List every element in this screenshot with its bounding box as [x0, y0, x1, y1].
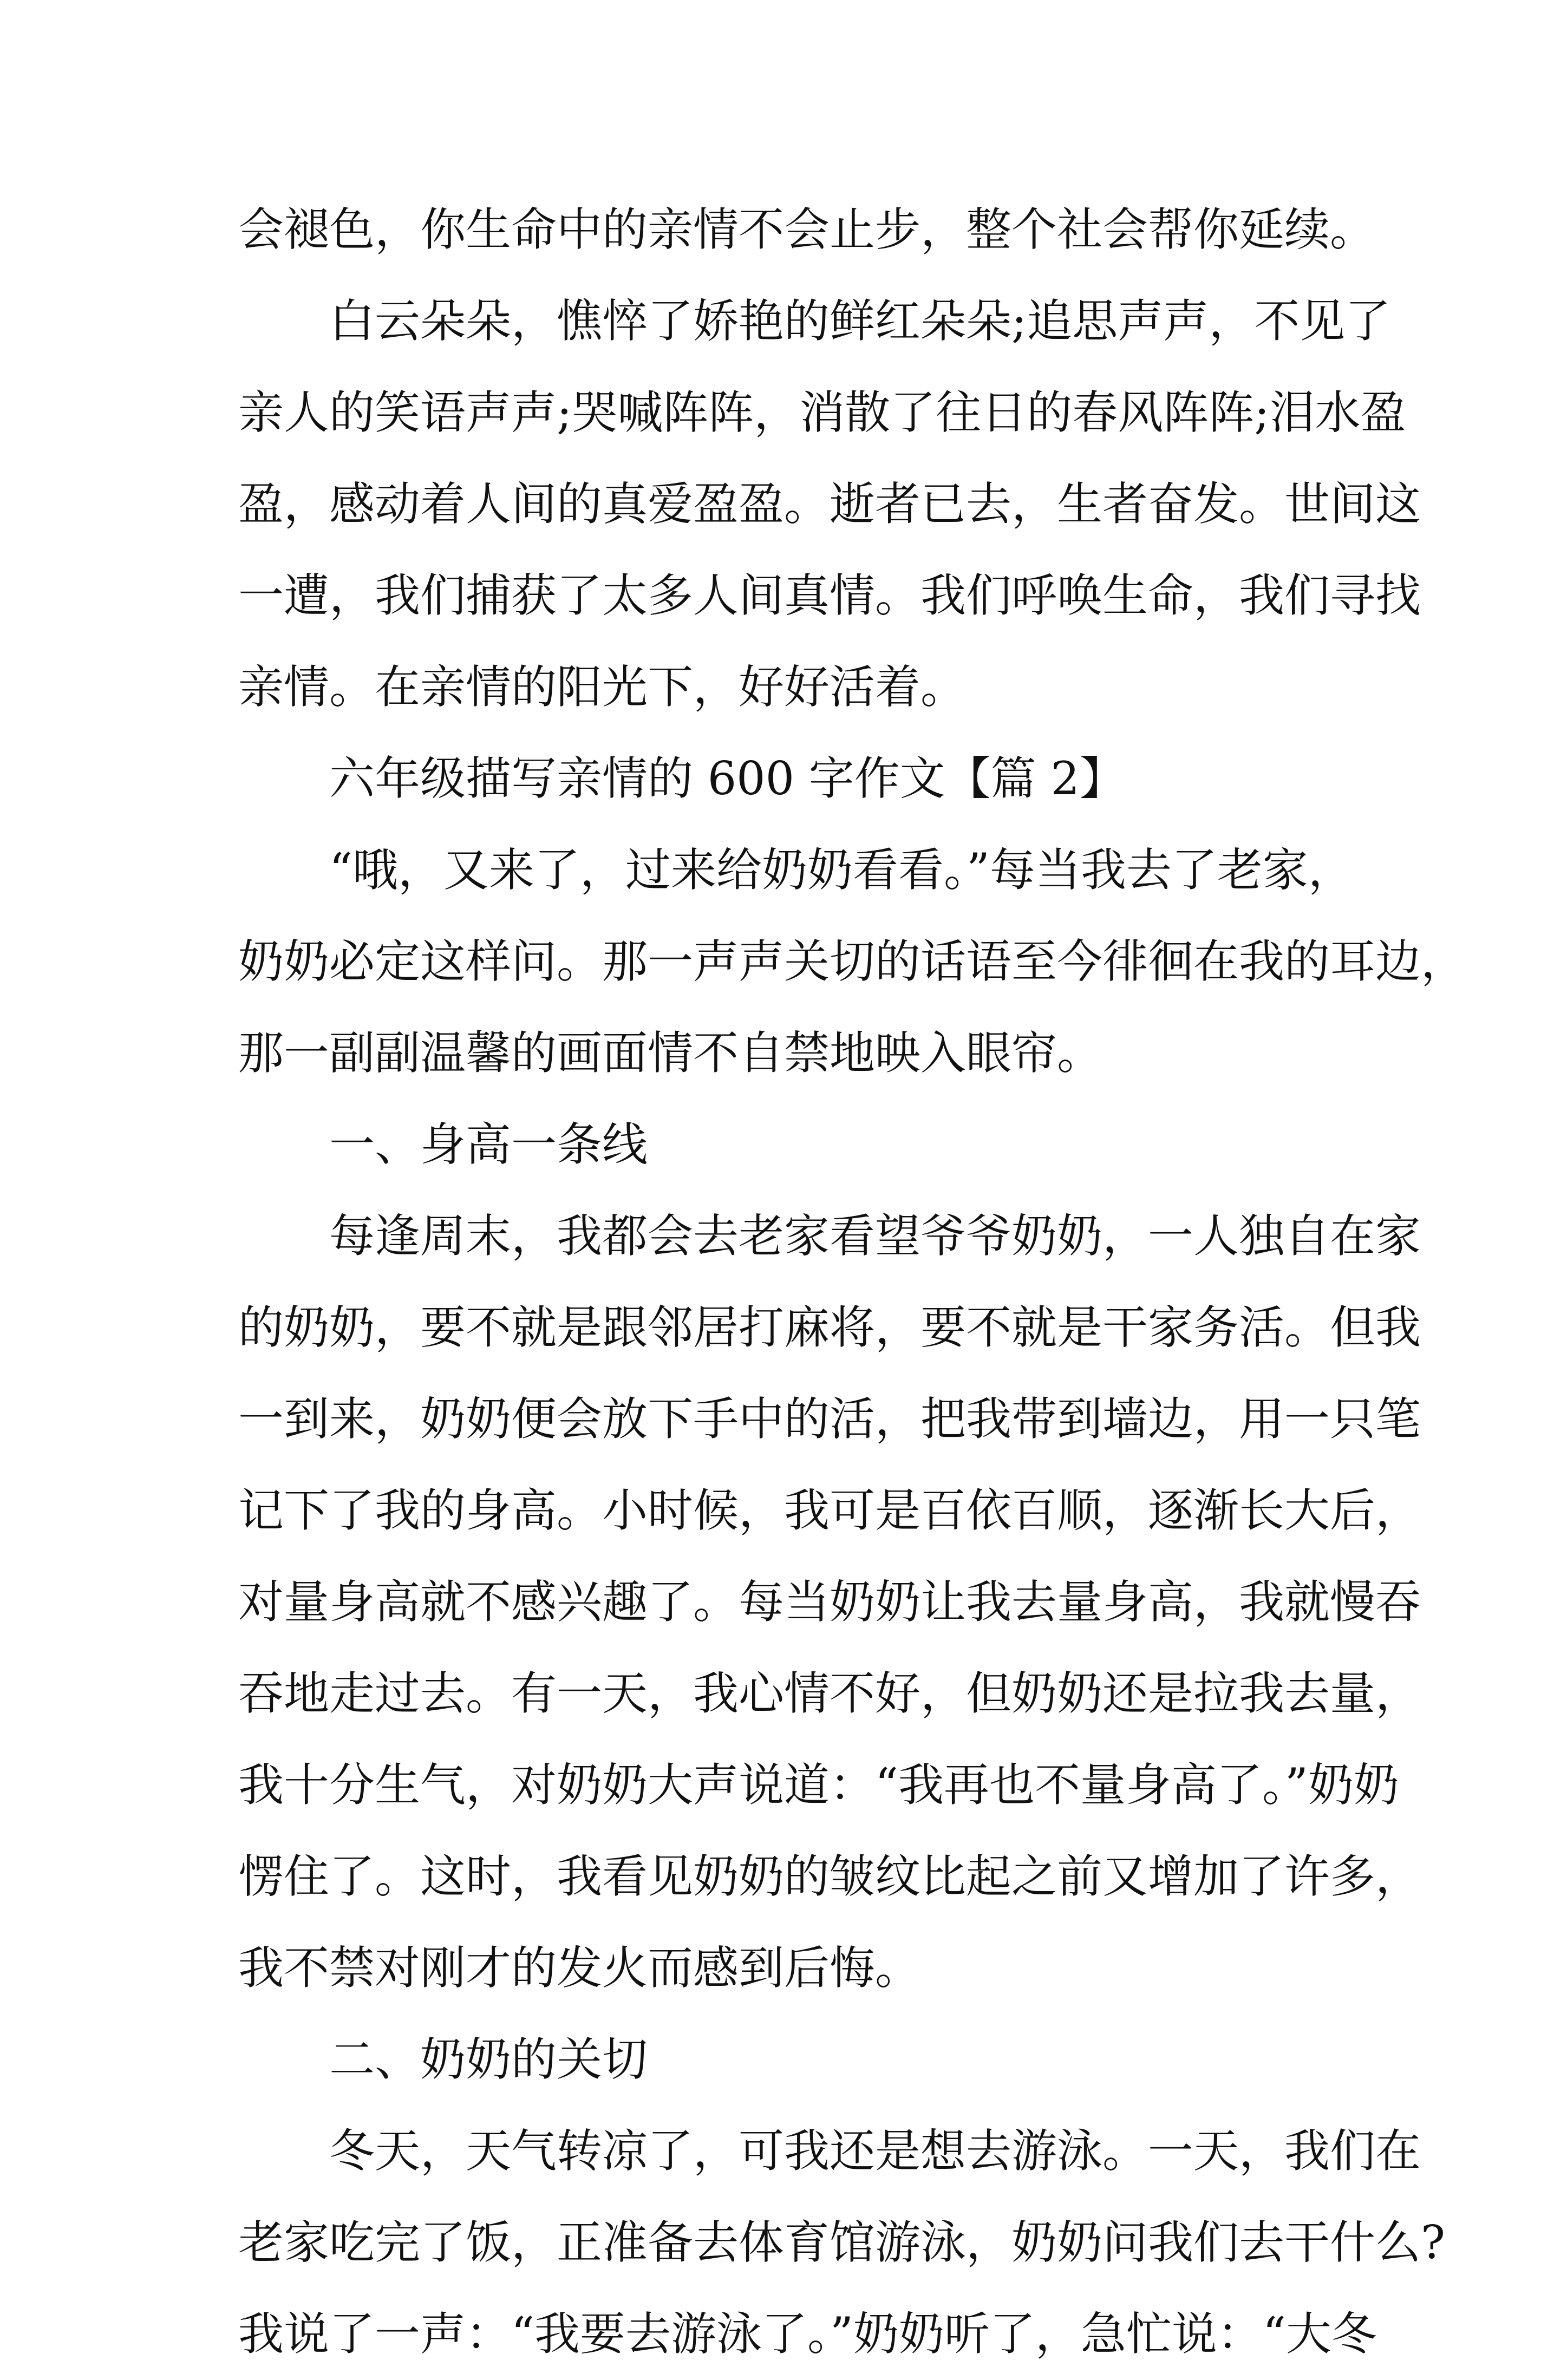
text-line: 我十分生气，对奶奶大声说道：“我再也不量身高了。”奶奶 — [238, 1758, 1399, 1812]
text-line: 亲情。在亲情的阳光下，好好活着。 — [238, 661, 967, 714]
document-page — [238, 184, 1467, 2380]
paragraph-start-line: “哦，又来了，过来给奶奶看看。”每当我去了老家， — [329, 844, 1354, 897]
text-line: 记下了我的身高。小时候，我可是百依百顺，逐渐长大后， — [238, 1484, 1421, 1537]
paragraph-start-line: 冬天，天气转凉了，可我还是想去游泳。一天，我们在 — [329, 2124, 1421, 2178]
text-line: 我不禁对刚才的发火而感到后悔。 — [238, 1941, 921, 1995]
text-line: 我说了一声：“我要去游泳了。”奶奶听了，急忙说：“大冬 — [238, 2307, 1377, 2361]
text-line: 愣住了。这时，我看见奶奶的皱纹比起之前又增加了许多， — [238, 1850, 1421, 1903]
text-line: 亲人的笑语声声;哭喊阵阵，消散了往日的春风阵阵;泪水盈 — [238, 386, 1406, 439]
subsection-heading: 一、身高一条线 — [329, 1118, 648, 1171]
text-line: 老家吃完了饭，正准备去体育馆游泳，奶奶问我们去干什么? — [238, 2216, 1446, 2269]
text-line: 一到来，奶奶便会放下手中的活，把我带到墙边，用一只笔 — [238, 1392, 1421, 1446]
text-line: 对量身高就不感兴趣了。每当奶奶让我去量身高，我就慢吞 — [238, 1575, 1421, 1629]
paragraph-start-line: 每逢周末，我都会去老家看望爷爷奶奶，一人独自在家 — [329, 1209, 1421, 1263]
paragraph-start-line: 白云朵朵，憔悴了娇艳的鲜红朵朵;追思声声，不见了 — [329, 295, 1391, 348]
text-line: 吞地走过去。有一天，我心情不好，但奶奶还是拉我去量， — [238, 1667, 1421, 1720]
text-line: 一遭，我们捕获了太多人间真情。我们呼唤生命，我们寻找 — [238, 569, 1421, 622]
text-line: 盈，感动着人间的真爱盈盈。逝者已去，生者奋发。世间这 — [238, 478, 1421, 531]
text-line: 的奶奶，要不就是跟邻居打麻将，要不就是干家务活。但我 — [238, 1301, 1421, 1354]
subsection-heading: 二、奶奶的关切 — [329, 2033, 648, 2086]
text-line: 会褪色，你生命中的亲情不会止步，整个社会帮你延续。 — [238, 203, 1376, 256]
section-heading: 六年级描写亲情的 600 字作文【篇 2】 — [329, 752, 1125, 805]
text-line: 奶奶必定这样问。那一声声关切的话语至今徘徊在我的耳边， — [238, 935, 1467, 988]
text-line: 那一副副温馨的画面情不自禁地映入眼帘。 — [238, 1026, 1103, 1080]
